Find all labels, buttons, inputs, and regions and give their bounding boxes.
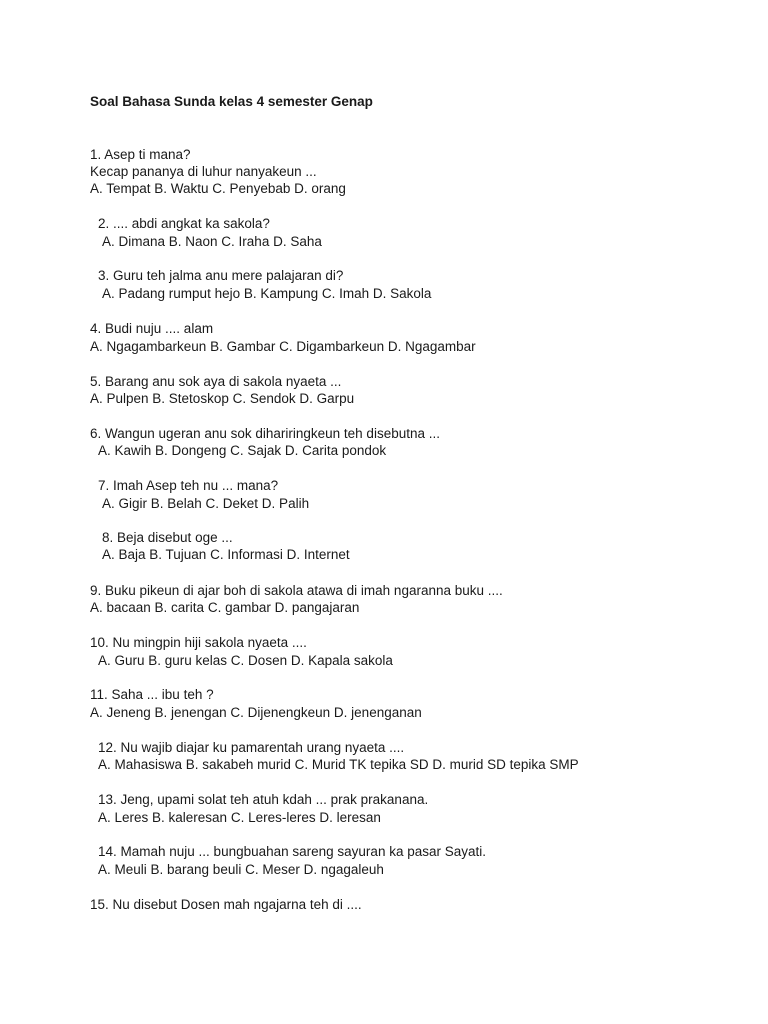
question-1-prompt: Kecap pananya di luhur nanyakeun ... <box>90 164 317 179</box>
question-14-text: 14. Mamah nuju ... bungbuahan sareng sayuran ka pasar Sayati. <box>98 844 486 859</box>
question-1-text: 1. Asep ti mana? <box>90 147 191 162</box>
question-7-options: A. Gigir B. Belah C. Deket D. Palih <box>102 496 310 511</box>
question-3-text: 3. Guru teh jalma anu mere palajaran di? <box>98 268 344 283</box>
question-9-options: A. bacaan B. carita C. gambar D. pangajaran <box>90 600 360 615</box>
question-6-options: A. Kawih B. Dongeng C. Sajak D. Carita pondok <box>98 443 387 458</box>
question-11-text: 11. Saha ... ibu teh ? <box>90 687 214 702</box>
document-title: Soal Bahasa Sunda kelas 4 semester Genap <box>90 94 373 109</box>
question-5-text: 5. Barang anu sok aya di sakola nyaeta ... <box>90 374 342 389</box>
question-8-text: 8. Beja disebut oge ... <box>102 530 233 545</box>
question-13-text: 13. Jeng, upami solat teh atuh kdah ... prak prakanana. <box>98 792 429 807</box>
question-10-options: A. Guru B. guru kelas C. Dosen D. Kapala sakola <box>98 653 393 668</box>
question-2-text: 2. .... abdi angkat ka sakola? <box>98 216 270 231</box>
question-14-options: A. Meuli B. barang beuli C. Meser D. ngagaleuh <box>98 862 384 877</box>
question-15-text: 15. Nu disebut Dosen mah ngajarna teh di .... <box>90 897 362 912</box>
question-3-options: A. Padang rumput hejo B. Kampung C. Imah D. Sakola <box>102 286 432 301</box>
question-5-options: A. Pulpen B. Stetoskop C. Sendok D. Garpu <box>90 391 355 406</box>
question-10-text: 10. Nu mingpin hiji sakola nyaeta .... <box>90 635 307 650</box>
question-8-options: A. Baja B. Tujuan C. Informasi D. Internet <box>102 547 350 562</box>
question-12-text: 12. Nu wajib diajar ku pamarentah urang nyaeta .... <box>98 740 405 755</box>
question-4-options: A. Ngagambarkeun B. Gambar C. Digambarkeun D. Ngagambar <box>90 339 476 354</box>
question-7-text: 7. Imah Asep teh nu ... mana? <box>98 478 279 493</box>
question-4-text: 4. Budi nuju .... alam <box>90 321 214 336</box>
question-1-options: A. Tempat B. Waktu C. Penyebab D. orang <box>90 181 346 196</box>
question-2-options: A. Dimana B. Naon C. Iraha D. Saha <box>102 234 322 249</box>
question-9-text: 9. Buku pikeun di ajar boh di sakola atawa di imah ngaranna buku .... <box>90 583 503 598</box>
question-6-text: 6. Wangun ugeran anu sok dihariringkeun teh disebutna ... <box>90 426 440 441</box>
question-11-options: A. Jeneng B. jenengan C. Dijenengkeun D. jenenganan <box>90 705 422 720</box>
question-12-options: A. Mahasiswa B. sakabeh murid C. Murid TK tepika SD D. murid SD tepika SMP <box>98 757 579 772</box>
question-13-options: A. Leres B. kaleresan C. Leres-leres D. leresan <box>98 810 381 825</box>
